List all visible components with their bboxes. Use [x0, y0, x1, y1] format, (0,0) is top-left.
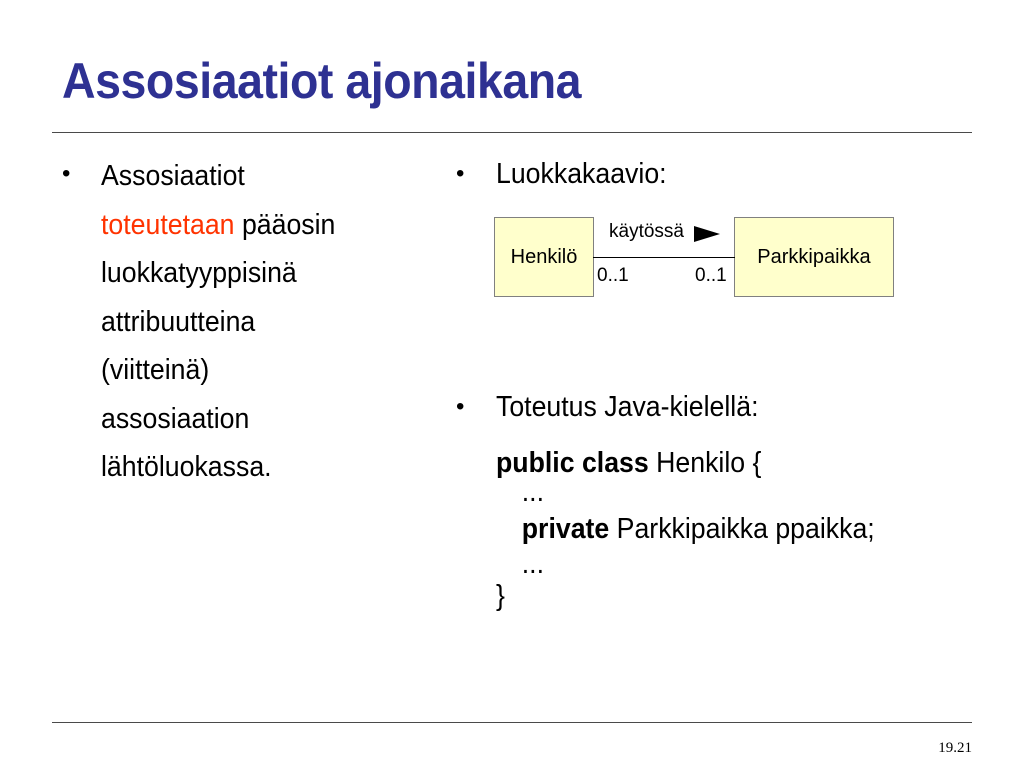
diagram-label: Luokkakaavio:	[496, 158, 667, 190]
left-bullet-line-1: Assosiaatiot	[101, 160, 245, 192]
association-line	[593, 257, 735, 258]
association-name: käytössä	[609, 221, 684, 242]
left-bullet-line-5: (viitteinä)	[101, 354, 210, 386]
code-keyword-public-class: public class	[496, 447, 649, 479]
direction-arrow-icon	[694, 226, 720, 242]
footer-divider	[52, 722, 972, 723]
left-bullet-text	[101, 152, 386, 492]
left-bullet-line-2	[101, 201, 386, 250]
right-bullet-marker-2: •	[456, 393, 465, 420]
class-name-parkkipaikka: Parkkipaikka	[757, 245, 871, 268]
class-box-henkilo	[494, 217, 594, 297]
code-line-2: ...	[521, 476, 544, 508]
implementation-label: Toteutus Java-kielellä:	[496, 391, 759, 423]
left-bullet-line-3: luokkatyyppisinä	[101, 257, 297, 289]
java-code-block	[496, 446, 875, 614]
right-bullet-marker-1: •	[456, 160, 465, 187]
code-field-decl: Parkkipaikka ppaikka;	[609, 513, 875, 545]
title-divider	[52, 132, 972, 133]
left-bullet-marker: •	[62, 160, 71, 187]
code-keyword-private: private	[521, 513, 610, 545]
left-bullet-line-4: attribuutteina	[101, 305, 256, 338]
multiplicity-henkilo: 0..1	[597, 265, 629, 286]
multiplicity-parkkipaikka: 0..1	[695, 265, 727, 286]
class-box-parkkipaikka	[734, 217, 894, 297]
code-line-3	[496, 515, 875, 553]
left-bullet-line-2-rest: pääosin	[234, 208, 336, 241]
page-number: 19.21	[938, 740, 972, 756]
code-class-decl: Henkilo {	[648, 447, 762, 479]
slide-title: Assosiaatiot ajonaikana	[62, 53, 582, 109]
code-line-5: }	[496, 580, 505, 612]
accent-word: toteutetaan	[101, 208, 235, 241]
left-bullet-line-7: lähtöluokassa.	[101, 451, 272, 483]
class-name-henkilo: Henkilö	[510, 245, 578, 268]
left-bullet-line-6: assosiaation	[101, 402, 250, 435]
code-line-1	[496, 446, 875, 481]
code-line-4: ...	[521, 548, 544, 580]
